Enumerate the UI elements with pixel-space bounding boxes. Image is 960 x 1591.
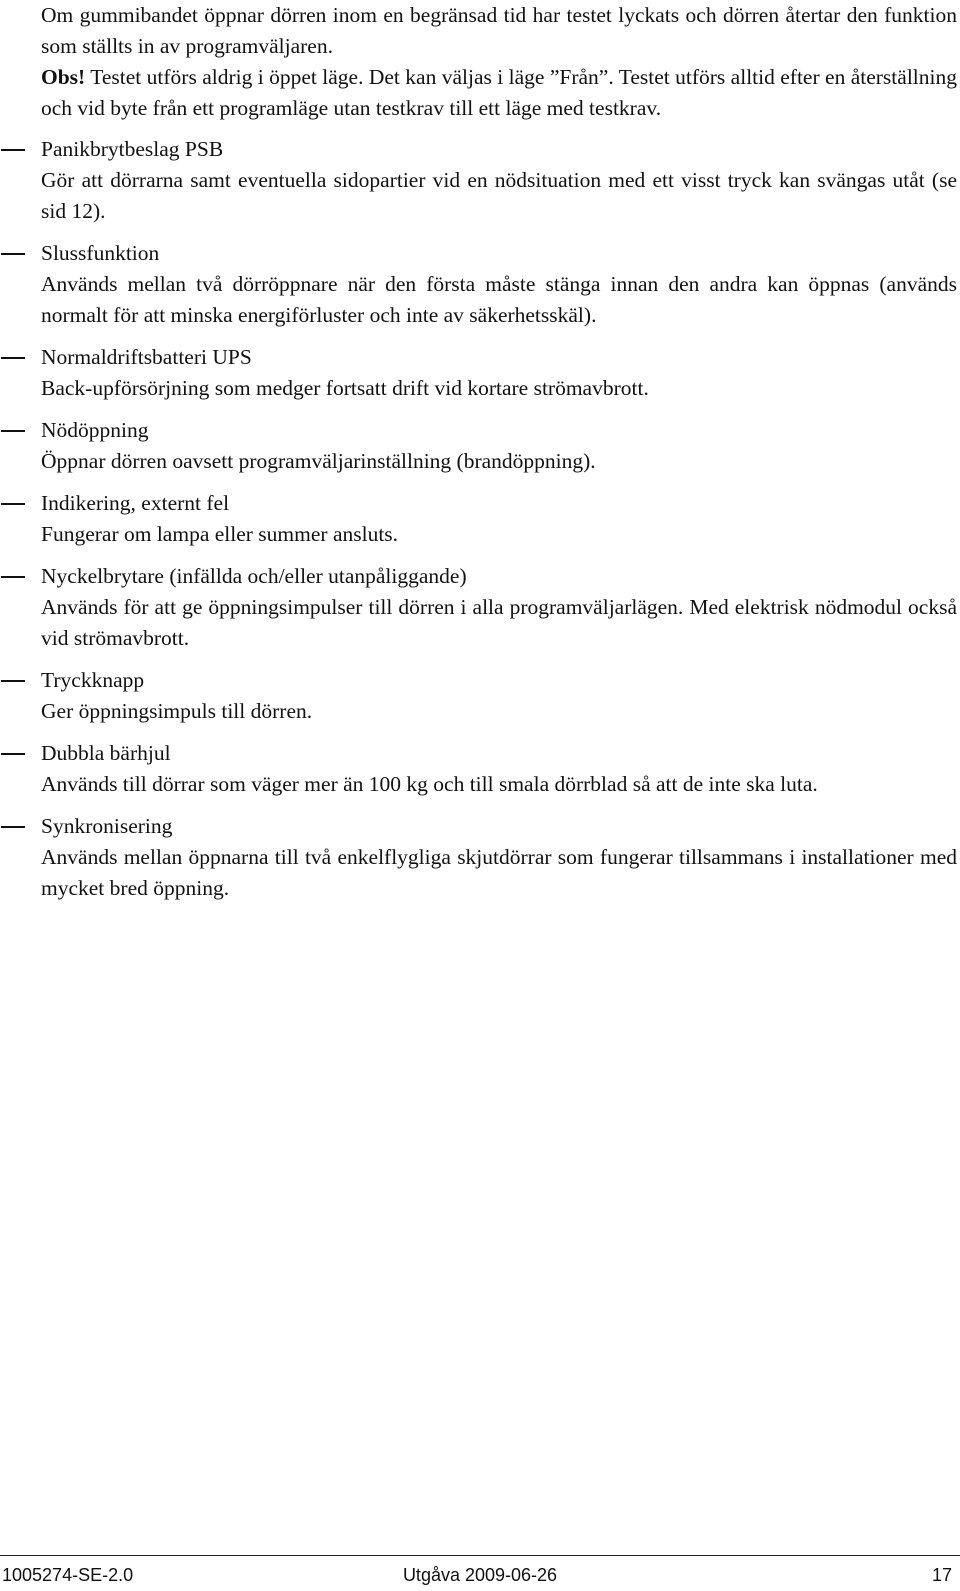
- list-item: [41, 134, 957, 227]
- dash-bullet: [1, 503, 25, 505]
- list-item: [41, 738, 957, 800]
- item-description: Ger öppningsimpuls till dörren.: [41, 699, 313, 723]
- item-title: Nödöppning: [41, 418, 149, 442]
- list-item: [41, 561, 957, 654]
- item-description: Gör att dörrarna samt eventuella sidopartier vid en nödsituation med ett visst tryck kan svängas utåt (se sid 12).: [41, 168, 957, 223]
- intro-paragraph: [41, 0, 957, 124]
- item-description: Används till dörrar som väger mer än 100 kg och till smala dörrblad så att de inte ska luta.: [41, 772, 818, 796]
- dash-bullet: [1, 576, 25, 578]
- list-item: [41, 811, 957, 904]
- item-description: Back-upförsörjning som medger fortsatt drift vid kortare strömavbrott.: [41, 376, 649, 400]
- item-title: Synkronisering: [41, 814, 173, 838]
- item-title: Nyckelbrytare (infällda och/eller utanpåliggande): [41, 564, 467, 588]
- dash-bullet: [1, 253, 25, 255]
- obs-label: Obs!: [41, 65, 86, 89]
- list-item: [41, 665, 957, 727]
- footer-divider: [0, 1555, 960, 1556]
- item-title: Panikbrytbeslag PSB: [41, 137, 224, 161]
- list-item: [41, 342, 957, 404]
- item-title: Tryckknapp: [41, 668, 145, 692]
- dash-bullet: [1, 753, 25, 755]
- obs-text: Testet utförs aldrig i öppet läge. Det kan väljas i läge ”Från”. Testet utförs alltid efter en återställning och vid byte från ett programläge utan testkrav till ett läge med testkrav.: [41, 65, 957, 120]
- item-title: Dubbla bärhjul: [41, 741, 171, 765]
- item-description: Öppnar dörren oavsett programväljarinställning (brandöppning).: [41, 449, 596, 473]
- edition-date: Utgåva 2009-06-26: [402, 1565, 558, 1585]
- item-description: Används mellan öppnarna till två enkelflygliga skjutdörrar som fungerar tillsammans i installationer med mycket bred öppning.: [41, 845, 957, 900]
- dash-bullet: [1, 826, 25, 828]
- document-number: 1005274-SE-2.0: [2, 1565, 134, 1585]
- page-footer: [0, 1563, 960, 1587]
- item-title: Normaldriftsbatteri UPS: [41, 345, 252, 369]
- document-body: [41, 0, 957, 915]
- item-title: Indikering, externt fel: [41, 491, 230, 515]
- item-description: Används mellan två dörröppnare när den första måste stänga innan den andra kan öppnas (används normalt för att minska energiförluster och inte av säkerhetsskäl).: [41, 272, 957, 327]
- item-description: Används för att ge öppningsimpulser till dörren i alla programväljarlägen. Med elektrisk nödmodul också vid strömavbrott.: [41, 595, 957, 650]
- list-item: [41, 238, 957, 331]
- list-item: [41, 415, 957, 477]
- page-number: 17: [931, 1565, 952, 1585]
- list-item: [41, 488, 957, 550]
- dash-bullet: [1, 430, 25, 432]
- dash-bullet: [1, 680, 25, 682]
- item-description: Fungerar om lampa eller summer ansluts.: [41, 522, 399, 546]
- dash-bullet: [1, 149, 25, 151]
- dash-bullet: [1, 357, 25, 359]
- feature-list: [41, 134, 957, 904]
- item-title: Slussfunktion: [41, 241, 160, 265]
- intro-text: Om gummibandet öppnar dörren inom en begränsad tid har testet lyckats och dörren återtar den funktion som ställts in av programväljaren.: [41, 3, 957, 58]
